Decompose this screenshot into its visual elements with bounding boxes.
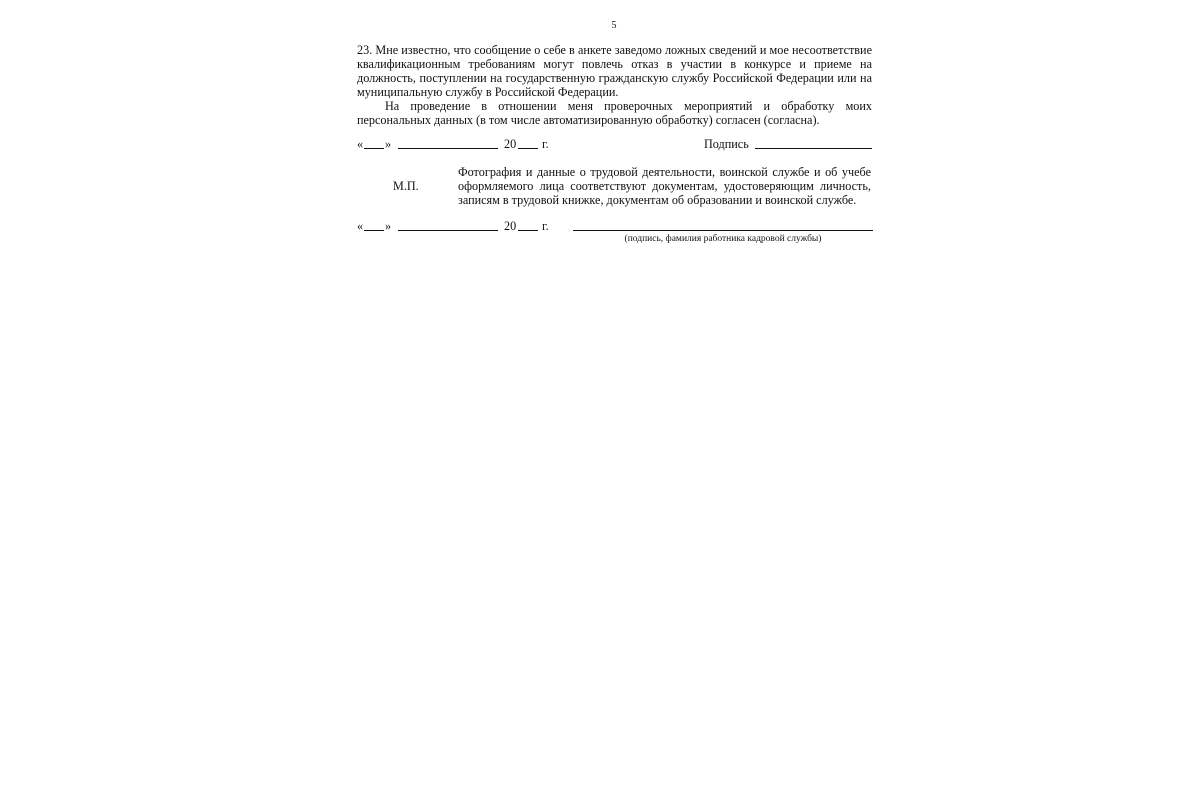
signature-label: Подпись [704,137,749,151]
stamp-place-label: М.П. [393,179,419,193]
close-quote: » [385,219,392,233]
year-blank[interactable] [518,148,538,149]
year-prefix: 20 [504,137,517,151]
year-prefix: 20 [504,219,517,233]
close-quote: » [385,137,392,151]
stamp-block [357,165,872,209]
hr-signature-blank[interactable] [573,230,873,231]
applicant-signature-blank[interactable] [755,148,872,149]
day-blank[interactable] [364,230,384,231]
document-body [357,43,872,249]
consent-paragraph: На проведение в отношении меня проверочных мероприятий и обработку моих персональных данных (в том числе автоматизированную обработку) согласен (согласна). [357,99,872,127]
page-number: 5 [611,20,617,31]
month-blank[interactable] [398,230,498,231]
day-blank[interactable] [364,148,384,149]
hr-date-signature-row [357,219,872,249]
item-23-paragraph: 23. Мне известно, что сообщение о себе в анкете заведомо ложных сведений и мое несоответствие квалификационным требованиям могут повлечь отказ в участии в конкурсе и приеме на должность, поступлении на государственную гражданскую службу Российской Федерации или на муниципальную службу в Российской Федерации. [357,43,872,99]
applicant-date-signature-row [357,137,872,153]
open-quote: « [357,137,364,151]
month-blank[interactable] [398,148,498,149]
hr-signature-caption: (подпись, фамилия работника кадровой службы) [624,234,822,244]
verification-text: Фотография и данные о трудовой деятельности, воинской службе и об учебе оформляемого лица соответствуют документам, удостоверяющим личность, записям в трудовой книжке, документам об образовании и воинской службе. [458,165,871,207]
year-suffix: г. [542,137,549,151]
open-quote: « [357,219,364,233]
year-suffix: г. [542,219,549,233]
year-blank[interactable] [518,230,538,231]
